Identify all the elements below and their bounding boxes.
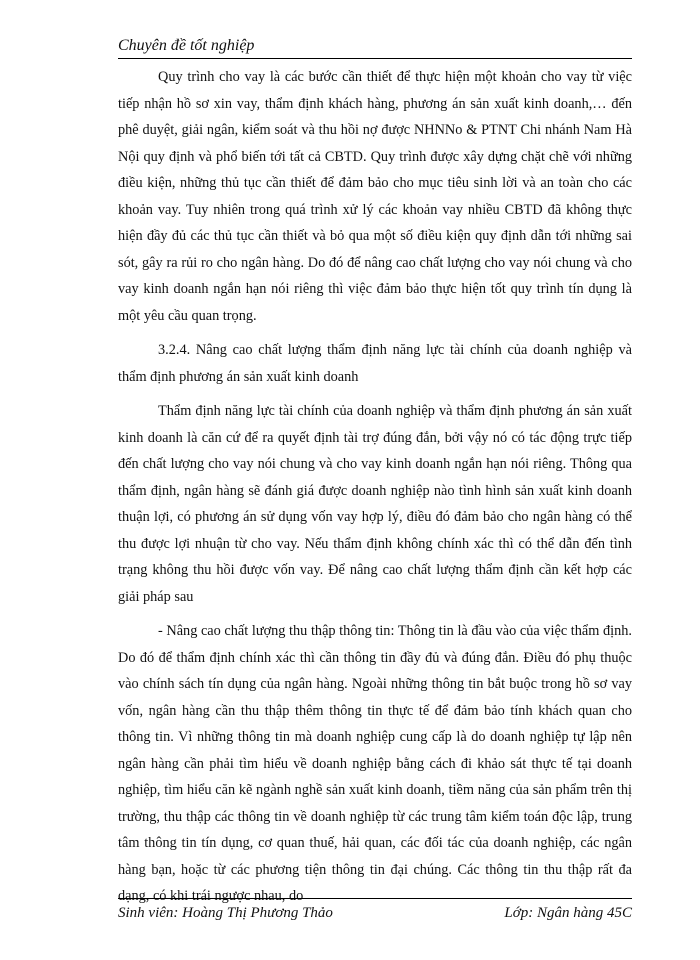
page-header: Chuyên đề tốt nghiệp	[118, 36, 632, 59]
document-body	[118, 64, 632, 918]
paragraph-lending-process: Quy trình cho vay là các bước cần thiết để thực hiện một khoản cho vay từ việc tiếp nhận hồ sơ xin vay, thẩm định khách hàng, phương án sản xuất kinh doanh,… đến phê duyệt, giải ngân, kiểm soát và thu hồi nợ được NHNNo & PTNT Chi nhánh Nam Hà Nội quy định và phổ biến tới tất cả CBTD. Quy trình được xây dựng chặt chẽ với những điều kiện, những thủ tục cần thiết để đảm bảo cho mục tiêu sinh lời và an toàn cho các khoản vay. Tuy nhiên trong quá trình xử lý các khoản vay nhiều CBTD đã không thực hiện đầy đủ các thủ tục cần thiết và bỏ qua một số điều kiện quy định dẫn tới những sai sót, gây ra rủi ro cho ngân hàng. Do đó để nâng cao chất lượng cho vay nói chung và cho vay kinh doanh ngắn hạn nói riêng thì việc đảm bảo thực hiện tốt quy trình tín dụng là một yêu cầu quan trọng.	[118, 69, 632, 324]
section-heading-3-2-4: 3.2.4. Nâng cao chất lượng thẩm định năng lực tài chính của doanh nghiệp và thẩm định phương án sản xuất kinh doanh	[118, 342, 632, 385]
footer-student-name: Sinh viên: Hoàng Thị Phương Thảo	[118, 905, 333, 921]
page-footer	[118, 898, 632, 922]
paragraph-appraisal: Thẩm định năng lực tài chính của doanh nghiệp và thẩm định phương án sản xuất kinh doanh là căn cứ để ra quyết định tài trợ đúng đắn, bởi vậy nó có tác động trực tiếp đến chất lượng cho vay nói chung và cho vay kinh doanh ngắn hạn nói riêng. Thông qua thẩm định, ngân hàng sẽ đánh giá được doanh nghiệp nào tình hình sản xuất kinh doanh thuận lợi, có phương án sử dụng vốn vay hợp lý, điều đó đảm bảo cho ngân hàng có thể thu được lợi nhuận từ cho vay. Nếu thẩm định không chính xác thì có thể dẫn đến tình trạng không thu hồi được vốn vay. Để nâng cao chất lượng thẩm định cần kết hợp các giải pháp sau	[118, 403, 632, 605]
paragraph-information-collection: - Nâng cao chất lượng thu thập thông tin: Thông tin là đầu vào của việc thẩm định. Do đó để thẩm định chính xác thì cần thông tin đầy đủ và đúng đắn. Điều đó phụ thuộc vào chính sách tín dụng của ngân hàng. Ngoài những thông tin bắt buộc trong hồ sơ vay vốn, ngân hàng cần thu thập thêm thông tin thực tế để đảm bảo tính khách quan cho thông tin. Vì những thông tin mà doanh nghiệp cung cấp là do doanh nghiệp tự lập nên ngân hàng cần phải tìm hiểu về doanh nghiệp bằng cách đi khảo sát thực tế tại doanh nghiệp, tìm hiểu căn kẽ ngành nghề sản xuất kinh doanh, tiềm năng của sản phẩm trên thị trường, thu thập các thông tin về doanh nghiệp từ các trung tâm kiểm toán độc lập, trung tâm thông tin tín dụng, cơ quan thuế, hải quan, các đối tác của doanh nghiệp, các ngân hàng bạn, hoặc từ các phương tiện thông tin đại chúng. Các thông tin thu thập rất đa dạng, có khi trái ngược nhau, do	[118, 623, 632, 904]
footer-class: Lớp: Ngân hàng 45C	[504, 905, 632, 921]
